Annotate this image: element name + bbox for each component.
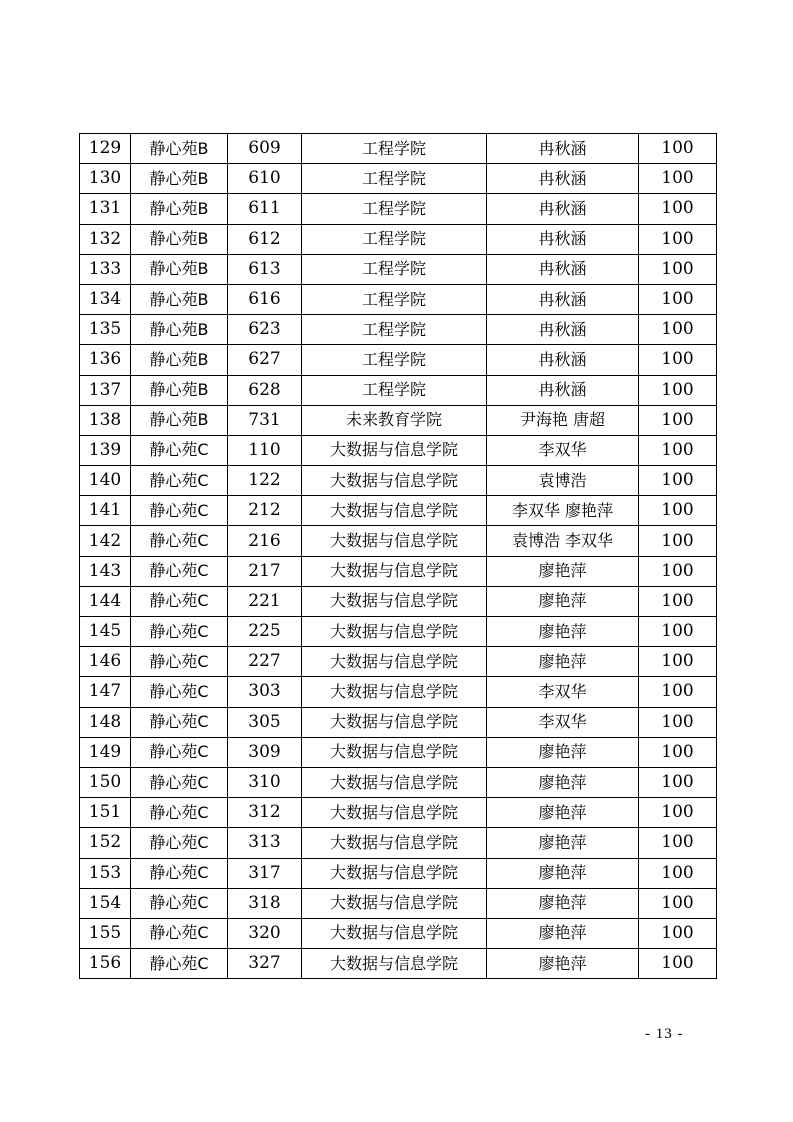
room-number-cell: 610: [228, 164, 302, 194]
score-cell: 100: [639, 164, 717, 194]
counselor-cell: 尹海艳 唐超: [487, 405, 639, 435]
college-cell: 大数据与信息学院: [302, 435, 487, 465]
row-index-cell: 155: [80, 918, 131, 948]
table-row: [80, 254, 717, 284]
college-cell: 工程学院: [302, 284, 487, 314]
row-index-cell: 153: [80, 858, 131, 888]
row-index-cell: 136: [80, 345, 131, 375]
score-cell: 100: [639, 284, 717, 314]
college-cell: 工程学院: [302, 164, 487, 194]
college-cell: 工程学院: [302, 375, 487, 405]
score-cell: 100: [639, 435, 717, 465]
table-row: [80, 496, 717, 526]
college-cell: 大数据与信息学院: [302, 737, 487, 767]
college-cell: 大数据与信息学院: [302, 556, 487, 586]
row-index-cell: 149: [80, 737, 131, 767]
college-cell: 大数据与信息学院: [302, 918, 487, 948]
score-cell: 100: [639, 586, 717, 616]
college-cell: 工程学院: [302, 315, 487, 345]
counselor-cell: 冉秋涵: [487, 375, 639, 405]
building-cell: 静心苑C: [131, 858, 228, 888]
row-index-cell: 129: [80, 134, 131, 164]
college-cell: 工程学院: [302, 134, 487, 164]
dormitory-score-table: [79, 133, 717, 979]
room-number-cell: 320: [228, 918, 302, 948]
room-number-cell: 627: [228, 345, 302, 375]
room-number-cell: 616: [228, 284, 302, 314]
building-cell: 静心苑C: [131, 828, 228, 858]
score-cell: 100: [639, 375, 717, 405]
table-row: [80, 677, 717, 707]
score-cell: 100: [639, 828, 717, 858]
building-cell: 静心苑C: [131, 767, 228, 797]
score-cell: 100: [639, 677, 717, 707]
row-index-cell: 134: [80, 284, 131, 314]
table-row: [80, 737, 717, 767]
counselor-cell: 冉秋涵: [487, 254, 639, 284]
college-cell: 大数据与信息学院: [302, 617, 487, 647]
building-cell: 静心苑B: [131, 194, 228, 224]
score-cell: 100: [639, 496, 717, 526]
college-cell: 大数据与信息学院: [302, 677, 487, 707]
room-number-cell: 327: [228, 949, 302, 979]
room-number-cell: 216: [228, 526, 302, 556]
building-cell: 静心苑B: [131, 134, 228, 164]
counselor-cell: 冉秋涵: [487, 224, 639, 254]
building-cell: 静心苑C: [131, 526, 228, 556]
row-index-cell: 145: [80, 617, 131, 647]
college-cell: 大数据与信息学院: [302, 647, 487, 677]
counselor-cell: 冉秋涵: [487, 315, 639, 345]
counselor-cell: 廖艳萍: [487, 647, 639, 677]
building-cell: 静心苑B: [131, 405, 228, 435]
room-number-cell: 628: [228, 375, 302, 405]
table-row: [80, 224, 717, 254]
row-index-cell: 148: [80, 707, 131, 737]
room-number-cell: 110: [228, 435, 302, 465]
table-row: [80, 315, 717, 345]
college-cell: 大数据与信息学院: [302, 949, 487, 979]
room-number-cell: 612: [228, 224, 302, 254]
table-row: [80, 466, 717, 496]
room-number-cell: 609: [228, 134, 302, 164]
college-cell: 大数据与信息学院: [302, 466, 487, 496]
room-number-cell: 122: [228, 466, 302, 496]
building-cell: 静心苑C: [131, 647, 228, 677]
room-number-cell: 221: [228, 586, 302, 616]
row-index-cell: 132: [80, 224, 131, 254]
table-row: [80, 284, 717, 314]
building-cell: 静心苑C: [131, 496, 228, 526]
table-row: [80, 526, 717, 556]
table-row: [80, 134, 717, 164]
table-row: [80, 586, 717, 616]
room-number-cell: 313: [228, 828, 302, 858]
counselor-cell: 廖艳萍: [487, 556, 639, 586]
score-cell: 100: [639, 526, 717, 556]
row-index-cell: 150: [80, 767, 131, 797]
counselor-cell: 廖艳萍: [487, 828, 639, 858]
table-row: [80, 888, 717, 918]
counselor-cell: 李双华 廖艳萍: [487, 496, 639, 526]
building-cell: 静心苑B: [131, 284, 228, 314]
row-index-cell: 151: [80, 798, 131, 828]
score-cell: 100: [639, 194, 717, 224]
counselor-cell: 廖艳萍: [487, 888, 639, 918]
score-cell: 100: [639, 949, 717, 979]
score-cell: 100: [639, 888, 717, 918]
college-cell: 未来教育学院: [302, 405, 487, 435]
college-cell: 大数据与信息学院: [302, 496, 487, 526]
counselor-cell: 廖艳萍: [487, 858, 639, 888]
score-cell: 100: [639, 466, 717, 496]
table-row: [80, 858, 717, 888]
room-number-cell: 309: [228, 737, 302, 767]
building-cell: 静心苑C: [131, 918, 228, 948]
table-body: [80, 134, 717, 979]
college-cell: 大数据与信息学院: [302, 828, 487, 858]
counselor-cell: 李双华: [487, 435, 639, 465]
room-number-cell: 212: [228, 496, 302, 526]
score-cell: 100: [639, 556, 717, 586]
counselor-cell: 廖艳萍: [487, 767, 639, 797]
building-cell: 静心苑B: [131, 375, 228, 405]
room-number-cell: 731: [228, 405, 302, 435]
counselor-cell: 袁博浩: [487, 466, 639, 496]
score-cell: 100: [639, 617, 717, 647]
row-index-cell: 138: [80, 405, 131, 435]
building-cell: 静心苑B: [131, 315, 228, 345]
building-cell: 静心苑C: [131, 586, 228, 616]
building-cell: 静心苑C: [131, 888, 228, 918]
building-cell: 静心苑C: [131, 949, 228, 979]
row-index-cell: 139: [80, 435, 131, 465]
counselor-cell: 李双华: [487, 707, 639, 737]
counselor-cell: 冉秋涵: [487, 345, 639, 375]
table-row: [80, 435, 717, 465]
score-cell: 100: [639, 224, 717, 254]
table-row: [80, 617, 717, 647]
counselor-cell: 廖艳萍: [487, 586, 639, 616]
college-cell: 大数据与信息学院: [302, 526, 487, 556]
room-number-cell: 303: [228, 677, 302, 707]
row-index-cell: 146: [80, 647, 131, 677]
building-cell: 静心苑C: [131, 798, 228, 828]
counselor-cell: 冉秋涵: [487, 194, 639, 224]
score-cell: 100: [639, 767, 717, 797]
row-index-cell: 156: [80, 949, 131, 979]
room-number-cell: 225: [228, 617, 302, 647]
score-cell: 100: [639, 707, 717, 737]
building-cell: 静心苑B: [131, 254, 228, 284]
row-index-cell: 133: [80, 254, 131, 284]
table-row: [80, 194, 717, 224]
room-number-cell: 305: [228, 707, 302, 737]
row-index-cell: 130: [80, 164, 131, 194]
counselor-cell: 李双华: [487, 677, 639, 707]
row-index-cell: 152: [80, 828, 131, 858]
college-cell: 大数据与信息学院: [302, 858, 487, 888]
counselor-cell: 冉秋涵: [487, 284, 639, 314]
counselor-cell: 廖艳萍: [487, 737, 639, 767]
table-row: [80, 767, 717, 797]
table-row: [80, 798, 717, 828]
table-row: [80, 405, 717, 435]
score-cell: 100: [639, 134, 717, 164]
score-cell: 100: [639, 254, 717, 284]
building-cell: 静心苑C: [131, 677, 228, 707]
table-row: [80, 707, 717, 737]
row-index-cell: 147: [80, 677, 131, 707]
building-cell: 静心苑C: [131, 435, 228, 465]
counselor-cell: 冉秋涵: [487, 164, 639, 194]
score-cell: 100: [639, 315, 717, 345]
row-index-cell: 140: [80, 466, 131, 496]
college-cell: 大数据与信息学院: [302, 767, 487, 797]
counselor-cell: 廖艳萍: [487, 918, 639, 948]
table-row: [80, 345, 717, 375]
building-cell: 静心苑B: [131, 224, 228, 254]
college-cell: 工程学院: [302, 345, 487, 375]
college-cell: 大数据与信息学院: [302, 707, 487, 737]
score-cell: 100: [639, 405, 717, 435]
college-cell: 工程学院: [302, 224, 487, 254]
table-row: [80, 556, 717, 586]
college-cell: 工程学院: [302, 194, 487, 224]
room-number-cell: 310: [228, 767, 302, 797]
building-cell: 静心苑C: [131, 737, 228, 767]
room-number-cell: 318: [228, 888, 302, 918]
row-index-cell: 144: [80, 586, 131, 616]
college-cell: 大数据与信息学院: [302, 586, 487, 616]
table-row: [80, 828, 717, 858]
college-cell: 大数据与信息学院: [302, 798, 487, 828]
row-index-cell: 135: [80, 315, 131, 345]
table-row: [80, 949, 717, 979]
row-index-cell: 143: [80, 556, 131, 586]
building-cell: 静心苑B: [131, 164, 228, 194]
room-number-cell: 317: [228, 858, 302, 888]
score-cell: 100: [639, 918, 717, 948]
college-cell: 工程学院: [302, 254, 487, 284]
building-cell: 静心苑C: [131, 707, 228, 737]
score-cell: 100: [639, 647, 717, 677]
college-cell: 大数据与信息学院: [302, 888, 487, 918]
counselor-cell: 廖艳萍: [487, 798, 639, 828]
score-cell: 100: [639, 858, 717, 888]
page-number: - 13 -: [645, 1026, 684, 1042]
building-cell: 静心苑B: [131, 345, 228, 375]
counselor-cell: 廖艳萍: [487, 617, 639, 647]
table-row: [80, 918, 717, 948]
row-index-cell: 131: [80, 194, 131, 224]
room-number-cell: 613: [228, 254, 302, 284]
room-number-cell: 623: [228, 315, 302, 345]
score-cell: 100: [639, 737, 717, 767]
table-row: [80, 647, 717, 677]
building-cell: 静心苑C: [131, 556, 228, 586]
room-number-cell: 217: [228, 556, 302, 586]
row-index-cell: 137: [80, 375, 131, 405]
table-row: [80, 375, 717, 405]
table-row: [80, 164, 717, 194]
room-number-cell: 227: [228, 647, 302, 677]
row-index-cell: 141: [80, 496, 131, 526]
counselor-cell: 袁博浩 李双华: [487, 526, 639, 556]
score-cell: 100: [639, 798, 717, 828]
counselor-cell: 冉秋涵: [487, 134, 639, 164]
room-number-cell: 312: [228, 798, 302, 828]
score-cell: 100: [639, 345, 717, 375]
row-index-cell: 154: [80, 888, 131, 918]
row-index-cell: 142: [80, 526, 131, 556]
building-cell: 静心苑C: [131, 466, 228, 496]
room-number-cell: 611: [228, 194, 302, 224]
building-cell: 静心苑C: [131, 617, 228, 647]
counselor-cell: 廖艳萍: [487, 949, 639, 979]
